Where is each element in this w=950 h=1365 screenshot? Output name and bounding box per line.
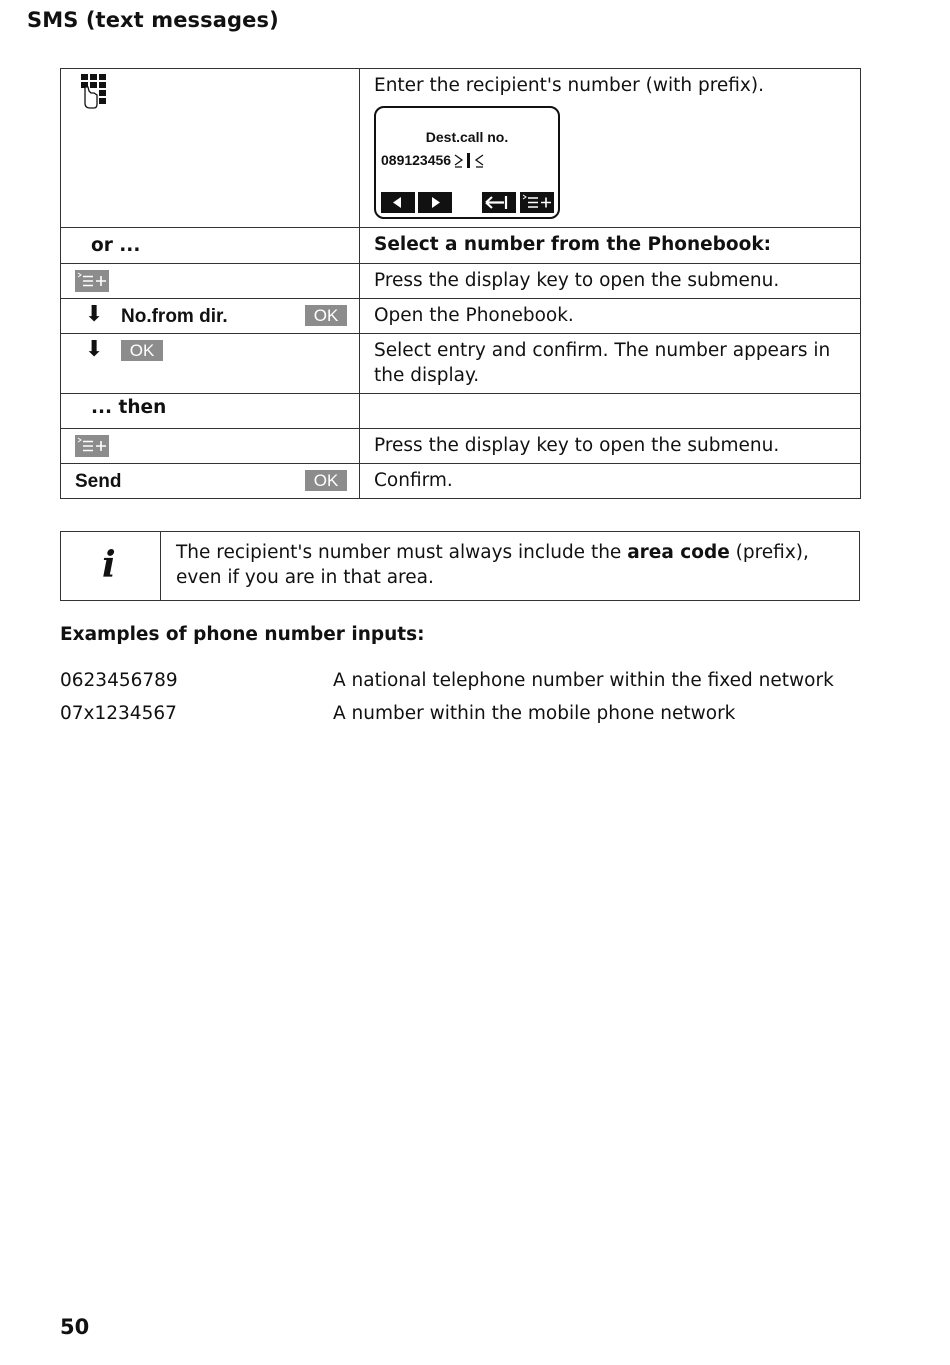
step-instruction: Press the display key to open the submenu. bbox=[374, 435, 780, 456]
handset-display bbox=[374, 106, 560, 219]
info-icon: i bbox=[102, 544, 116, 586]
step-instruction: Select entry and confirm. The number appears in the display. bbox=[374, 340, 831, 386]
examples-heading: Examples of phone number inputs: bbox=[60, 624, 425, 645]
menu-key-icon[interactable] bbox=[75, 270, 109, 292]
table-row bbox=[61, 264, 861, 299]
ok-key[interactable]: OK bbox=[121, 340, 163, 361]
table-row bbox=[61, 429, 861, 464]
menu-item-no-from-dir[interactable]: No.from dir. bbox=[121, 306, 228, 327]
ok-key[interactable]: OK bbox=[305, 470, 347, 491]
ok-key[interactable]: OK bbox=[305, 305, 347, 326]
table-row bbox=[61, 334, 861, 394]
step-instruction: Enter the recipient's number (with prefix). bbox=[374, 75, 764, 96]
or-label: or ... bbox=[91, 235, 141, 256]
down-arrow-icon: ⬇ bbox=[85, 302, 104, 327]
example-number: 07x1234567 bbox=[60, 703, 177, 724]
menu-item-send[interactable]: Send bbox=[75, 471, 122, 492]
page-number: 50 bbox=[60, 1315, 90, 1339]
example-description: A number within the mobile phone network bbox=[333, 703, 736, 724]
step-instruction: Confirm. bbox=[374, 470, 453, 491]
menu-key-icon[interactable] bbox=[75, 435, 109, 457]
display-title: Dest.call no. bbox=[425, 129, 509, 145]
display-number: 089123456 bbox=[381, 152, 487, 168]
page-header-title: SMS (text messages) bbox=[27, 8, 279, 32]
example-description: A national telephone number within the fixed network bbox=[333, 670, 834, 691]
example-number: 0623456789 bbox=[60, 670, 178, 691]
right-arrow-key-icon[interactable] bbox=[418, 192, 452, 213]
menu-key-icon[interactable] bbox=[520, 192, 554, 213]
table-row bbox=[61, 69, 861, 228]
left-arrow-key-icon[interactable] bbox=[381, 192, 415, 213]
table-row bbox=[61, 228, 861, 264]
table-row bbox=[61, 464, 861, 499]
table-row bbox=[61, 394, 861, 429]
table-row bbox=[61, 299, 861, 334]
down-arrow-icon: ⬇ bbox=[85, 337, 104, 362]
step-instruction: Select a number from the Phonebook: bbox=[374, 234, 772, 255]
step-instruction: Open the Phonebook. bbox=[374, 305, 574, 326]
then-label: ... then bbox=[91, 397, 167, 418]
info-note bbox=[60, 531, 860, 601]
instruction-table bbox=[60, 68, 861, 499]
backspace-key-icon[interactable] bbox=[482, 192, 516, 213]
keypad-icon bbox=[79, 73, 113, 109]
info-text: The recipient's number must always include the area code (prefix), even if you are in that area. bbox=[176, 542, 809, 588]
step-instruction: Press the display key to open the submenu. bbox=[374, 270, 780, 291]
cursor-icon bbox=[453, 152, 487, 168]
